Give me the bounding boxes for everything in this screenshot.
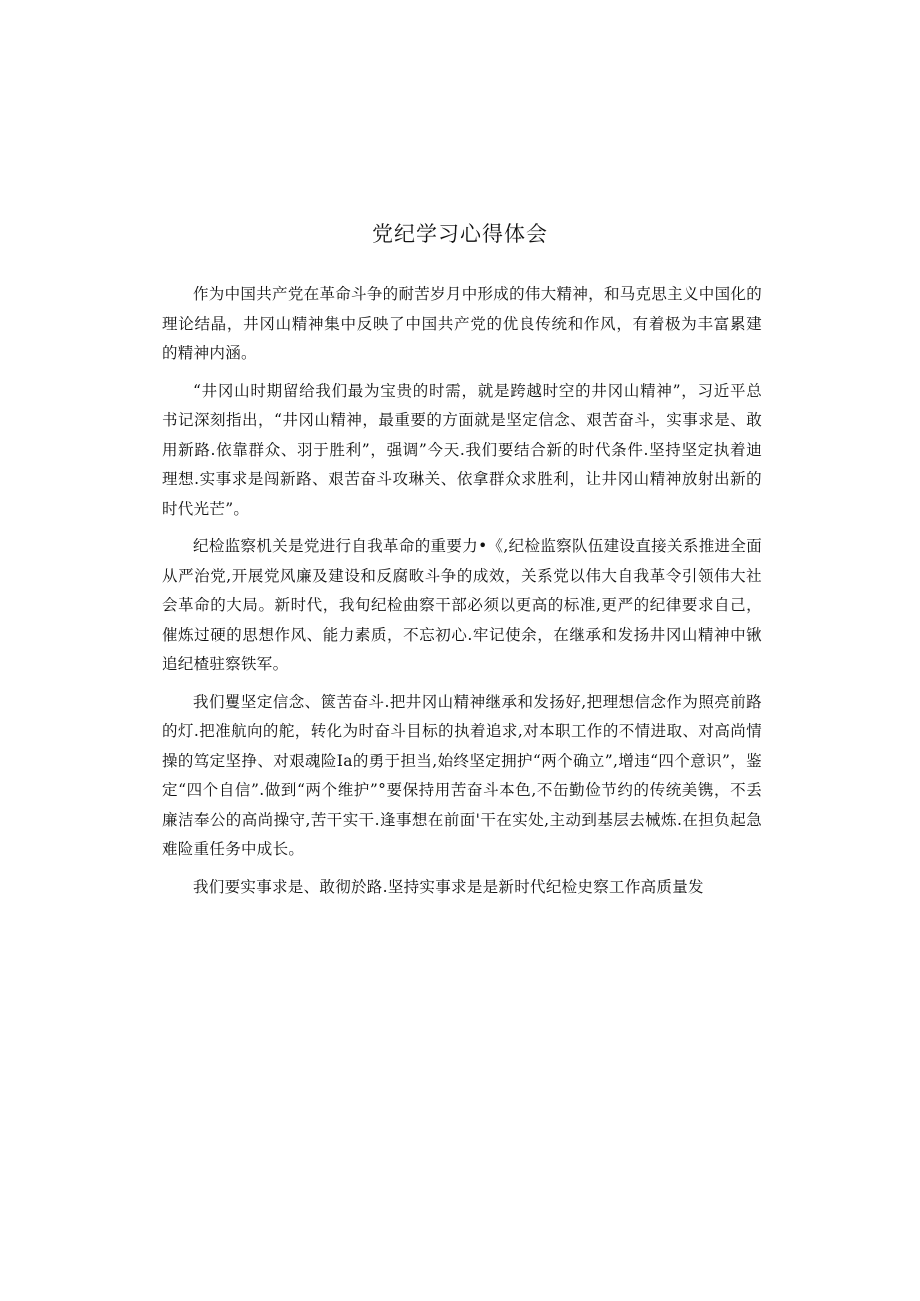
paragraph-1: 作为中国共产党在革命斗争的耐苦岁月中形成的伟大精神，和马克思主义中国化的理论结晶，井冈山精神集中反映了中国共产党的优良传统和作风，有着极为丰富累建的精神内涵。 xyxy=(162,285,762,362)
paragraph-2: “井冈山时期留给我们最为宝贵的时需，就是跨越时空的井冈山精神”，习近平总书记深刻指出，“井冈山精神，最重要的方面就是坚定信念、艰苦奋斗，实事求是、敢用新路.依靠群众、羽于胜利”，强调”今天.我们要结合新的时代条件.坚持坚定执着迪理想.实事求是闯新路、艰苦奋斗攻琳关、依拿群众求胜利，让井冈山精神放射出新的时代光芒”。 xyxy=(162,381,762,518)
document-title: 党纪学习心得体会 xyxy=(372,222,548,246)
paragraph-4: 我们矍坚定信念、篋苦奋斗.把井冈山精神继承和发扬好,把理想信念作为照亮前路的灯.把准航向的舵，转化为时奋斗目标的执着追求,对本职工作的不情进取、对高尚情操的笃定坚挣、对艰魂险Ia的勇于担当,始终坚定拥护“两个确立”,增违“四个意识”，鉴定“四个自信”.做到“两个维护”°要保持用苦奋斗本色,不缶勤俭节约的传统美镌，不丢廉洁奉公的高尚操守,苦干实干.逢事想在前面'干在实处,主动到基层去械炼.在担负起急难险重任务中成长。 xyxy=(162,692,762,858)
paragraph-3: 纪检监察机关是党进行自我革命的重要力•《,纪检监察队伍建设直接关系推进全面从严治党,开展党风廉及建设和反腐畋斗争的成效，关系党以伟大自我革令引领伟大社会革命的大局。新时代，我旬纪检曲察干部必须以更高的标准,更严的纪律要求自己，催炼过硬的思想作风、能力素质，不忘初心.牢记使余，在继承和发扬井冈山精神中锹追纪楂驻察铁军。 xyxy=(162,537,762,673)
document-body xyxy=(162,280,762,910)
paragraph-5: 我们要实事求是、敢彻於路.坚持实事求是是新时代纪检史察工作高质量发 xyxy=(193,877,704,896)
